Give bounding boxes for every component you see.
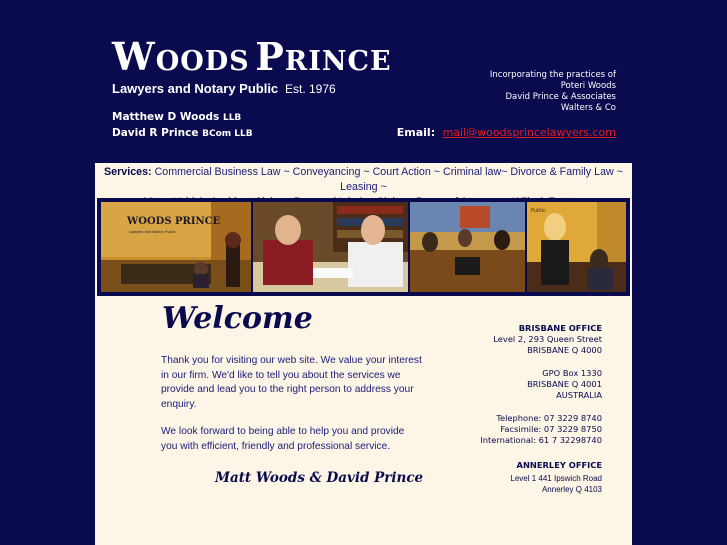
office-address: Annerley Q 4103	[541, 485, 602, 494]
meeting-photo	[253, 202, 408, 292]
office-address: BRISBANE Q 4000	[527, 345, 602, 355]
conference-photo	[410, 202, 525, 292]
partner-name: Matthew D Woods	[112, 111, 220, 123]
annerley-address	[510, 473, 602, 495]
international-phone: International: 61 7 32298740	[480, 435, 602, 445]
email-row	[397, 126, 616, 139]
incorporated-practices	[490, 70, 616, 114]
po-box: GPO Box 1330	[542, 368, 602, 378]
office-heading: ANNERLEY OFFICE	[516, 460, 602, 470]
photo-banner	[97, 198, 630, 296]
incorp-practice: Poteri Woods	[560, 81, 616, 91]
partner-matthew-woods	[112, 111, 241, 123]
logo-text-prince: RINCE	[284, 46, 392, 77]
services-label: Services:	[104, 166, 152, 178]
partner-david-prince	[112, 127, 253, 139]
office-address: Level 2, 293 Queen Street	[493, 334, 602, 344]
content-panel	[95, 163, 632, 545]
incorp-practice: Walters & Co	[560, 103, 616, 113]
incorp-heading: Incorporating the practices of	[489, 70, 616, 80]
partners-signature: Matt Woods & David Prince	[215, 470, 424, 486]
office-door-sign: Public	[531, 208, 546, 214]
logo-initial-w: W	[112, 34, 156, 79]
tagline: Lawyers and Notary Public	[112, 81, 279, 96]
po-box-country: AUSTRALIA	[556, 390, 602, 400]
email-link[interactable]: mail@woodsprincelawyers.com	[442, 126, 616, 139]
annerley-office	[517, 460, 602, 471]
logo-initial-p: P	[255, 34, 285, 79]
facsimile: Facsimile: 07 3229 8750	[500, 424, 602, 434]
po-box-city: BRISBANE Q 4001	[527, 379, 602, 389]
site-logo[interactable]	[112, 34, 392, 79]
office-address: Level 1 441 Ipswich Road	[510, 474, 602, 483]
office-heading: BRISBANE OFFICE	[518, 323, 602, 333]
reception-sign-main: WOODS PRINCE	[127, 216, 221, 227]
brisbane-office	[480, 323, 602, 446]
partner-degree: BCom LLB	[202, 129, 253, 139]
welcome-heading: Welcome	[162, 301, 313, 336]
incorp-practice: David Prince & Associates	[505, 92, 616, 102]
services-line-1	[95, 165, 632, 195]
email-label: Email:	[396, 126, 436, 139]
office-photo	[527, 202, 626, 292]
welcome-paragraph-1: Thank you for visiting our web site. We value your interest in our firm. We'd like to tell you about the services we provide and lead you to the right person to address your enquiry.	[161, 355, 422, 410]
telephone: Telephone: 07 3229 8740	[496, 413, 602, 423]
services-links[interactable]: Commercial Business Law ~ Conveyancing ~ Court Action ~ Criminal law~ Divorce & Family Law ~ Leasing ~	[154, 166, 623, 193]
welcome-paragraph-2: We look forward to being able to help you and provide you with efficient, friendly and professional service.	[161, 426, 405, 452]
logo-text-woods: OODS	[155, 46, 250, 77]
established-year: Est. 1976	[285, 82, 336, 96]
reception-photo	[101, 202, 251, 292]
reception-sign-sub: Lawyers and Notary Public	[129, 230, 176, 234]
partner-degree: LLB	[222, 113, 242, 123]
partner-name: David R Prince	[112, 127, 199, 139]
